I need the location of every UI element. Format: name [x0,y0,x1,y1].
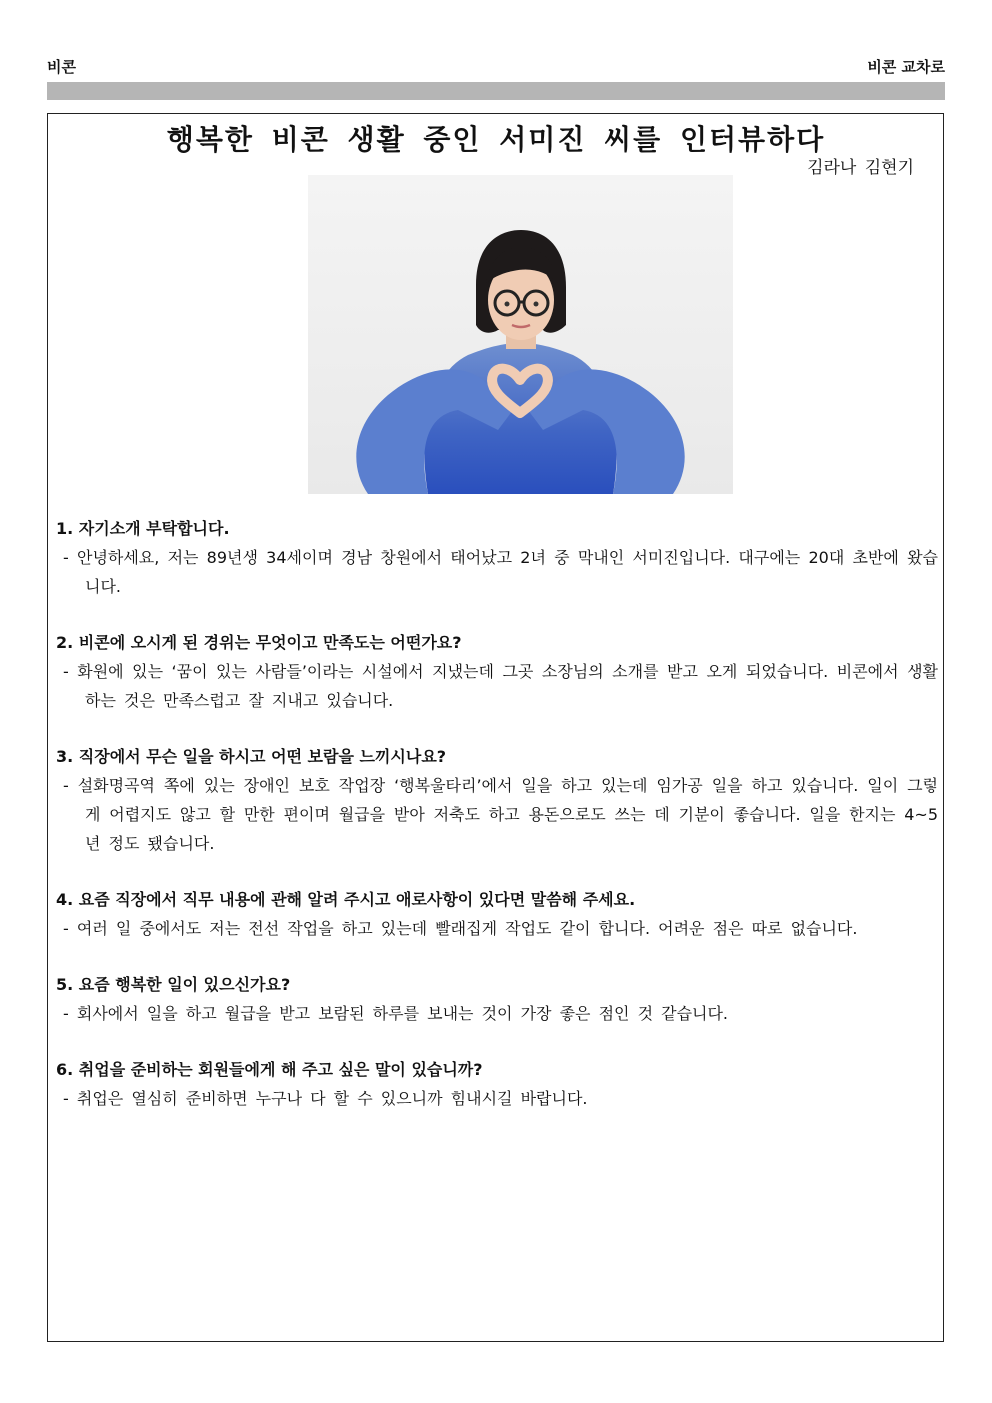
qa-item [56,970,938,1028]
answer: - 화원에 있는 ‘꿈이 있는 사람들’이라는 시설에서 지냈는데 그곳 소장님의 소개를 받고 오게 되었습니다. 비콘에서 생활하는 것은 만족스럽고 잘 지내고 있습니다. [63,662,938,710]
qa-item [56,885,938,943]
header-divider-bar [47,82,945,100]
answer: - 여러 일 중에서도 저는 전선 작업을 하고 있는데 빨래집게 작업도 같이 합니다. 어려운 점은 따로 없습니다. [63,919,858,938]
interviewee-photo [308,175,733,494]
person-heart-hands-photo-icon [308,175,733,494]
interview-qa-list [56,514,938,1140]
answer: - 회사에서 일을 하고 월급을 받고 보람된 하루를 보내는 것이 가장 좋은 점인 것 같습니다. [63,1004,729,1023]
article-title: 행복한 비콘 생활 중인 서미진 씨를 인터뷰하다 [166,123,826,156]
header-right-title: 비콘 교차로 [867,58,945,76]
question: 2. 비콘에 오시게 된 경위는 무엇이고 만족도는 어떤가요? [56,633,462,652]
answer: - 안녕하세요, 저는 89년생 34세이며 경남 창원에서 태어났고 2녀 중 막내인 서미진입니다. 대구에는 20대 초반에 왔습니다. [63,548,938,596]
question: 1. 자기소개 부탁합니다. [56,519,230,538]
qa-item [56,1055,938,1113]
question: 4. 요즘 직장에서 직무 내용에 관해 알려 주시고 애로사항이 있다면 말씀해 주세요. [56,890,636,909]
qa-item [56,742,938,858]
article-authors: 김라나 김현기 [807,158,914,178]
question: 6. 취업을 준비하는 회원들에게 해 주고 싶은 말이 있습니까? [56,1060,483,1079]
answer: - 취업은 열심히 준비하면 누구나 다 할 수 있으니까 힘내시길 바랍니다. [63,1089,588,1108]
question: 5. 요즘 행복한 일이 있으신가요? [56,975,291,994]
answer: - 설화명곡역 쪽에 있는 장애인 보호 작업장 ‘행복울타리’에서 일을 하고 있는데 임가공 일을 하고 있습니다. 일이 그렇게 어렵지도 않고 할 만한 편이며 월급을 받아 저축도 하고 용돈으로도 쓰는 데 기분이 좋습니다. 일을 한지는 4~5년 정도 됐습니다. [63,776,938,853]
qa-item [56,628,938,715]
question: 3. 직장에서 무슨 일을 하시고 어떤 보람을 느끼시나요? [56,747,447,766]
qa-item [56,514,938,601]
header-left-title: 비콘 [47,58,76,76]
